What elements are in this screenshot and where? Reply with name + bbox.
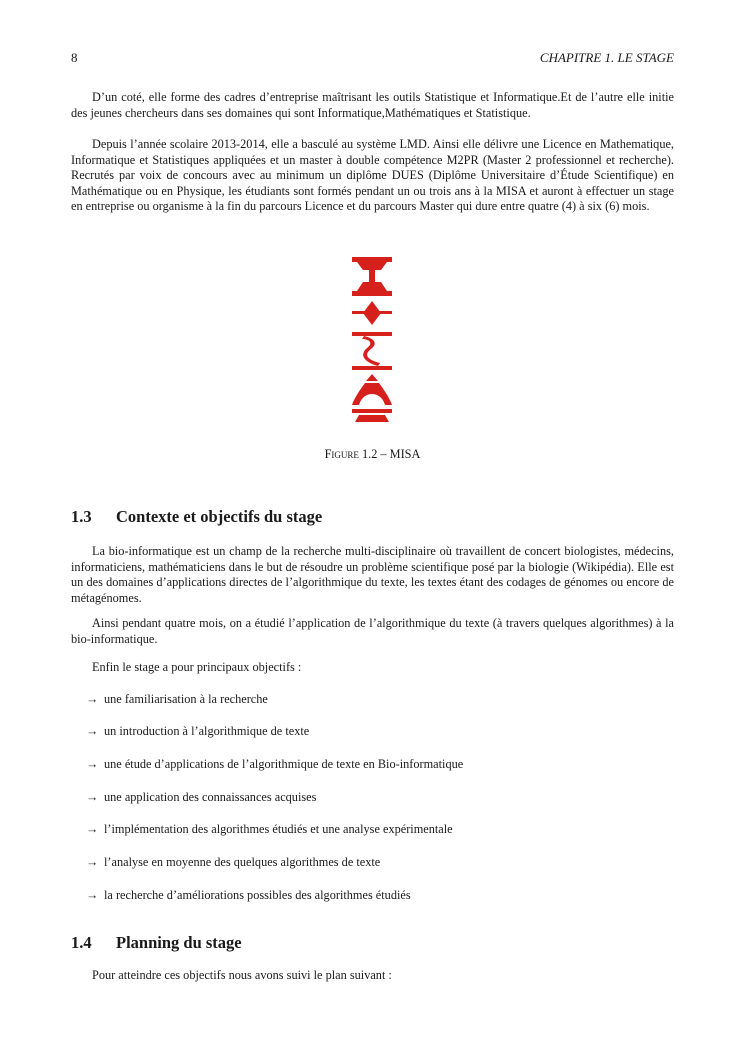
- objective-text: une application des connaissances acquises: [104, 790, 317, 804]
- objective-list-item: [86, 790, 316, 805]
- arrow-bullet-icon: →: [86, 790, 99, 804]
- objective-text: l’analyse en moyenne des quelques algorithmes de texte: [104, 855, 381, 869]
- caption-text: MISA: [389, 447, 421, 461]
- section-heading: [71, 933, 242, 953]
- arrow-bullet-icon: →: [86, 757, 99, 771]
- arrow-bullet-icon: →: [86, 855, 99, 869]
- misa-logo: [352, 257, 392, 422]
- objective-list-item: [86, 724, 309, 739]
- body-paragraph: Enfin le stage a pour principaux objectifs :: [92, 660, 302, 674]
- objective-text: la recherche d’améliorations possibles des algorithmes étudiés: [104, 888, 411, 902]
- section-title: Contexte et objectifs du stage: [116, 507, 323, 526]
- section-number: 1.3: [71, 507, 92, 526]
- figure-label: Figure 1.2: [324, 447, 378, 461]
- caption-separator: –: [377, 447, 390, 461]
- arrow-bullet-icon: →: [86, 724, 99, 738]
- objective-text: un introduction à l’algorithmique de texte: [104, 724, 310, 738]
- objective-text: une familiarisation à la recherche: [104, 692, 268, 706]
- objective-list-item: [86, 757, 463, 772]
- arrow-bullet-icon: →: [86, 692, 99, 706]
- objective-text: l’implémentation des algorithmes étudiés et une analyse expérimentale: [104, 822, 453, 836]
- body-paragraph: Ainsi pendant quatre mois, on a étudié l’application de l’algorithmique du texte (à travers quelques algorithmes) à la bio-informatique.: [71, 616, 674, 646]
- section-heading: [71, 507, 322, 527]
- body-paragraph: La bio-informatique est un champ de la recherche multi-disciplinaire où travaillent de concert biologistes, médecins, informaticiens, mathématiciens dans le but de résoudre un problème scientifique posé par la biologie (Wikipédia). Elle est un des domaines d’applications directes de l’algorithmique du texte, les textes étant des codages de génomes ou encore de métagénomes.: [71, 544, 674, 605]
- arrow-bullet-icon: →: [86, 888, 99, 902]
- objective-list-item: [86, 888, 411, 903]
- section-title: Planning du stage: [116, 933, 242, 952]
- section-number: 1.4: [71, 933, 92, 952]
- running-chapter-title: CHAPITRE 1. LE STAGE: [539, 50, 674, 65]
- objective-list-item: [86, 855, 380, 870]
- figure-caption: [0, 447, 745, 462]
- objective-text: une étude d’applications de l’algorithmique de texte en Bio-informatique: [104, 757, 464, 771]
- body-paragraph: Depuis l’année scolaire 2013-2014, elle a basculé au système LMD. Ainsi elle délivre une Licence en Mathematique, Informatique et Statistiques appliquées et un master à double compétence M2PR (Master 2 professionnel et recherche). Recrutés par voix de concours avec au minimum un diplôme DUES (Diplôme Universitaire d’Étude Scientifique) en Mathématique ou en Physique, les étudiants sont formés pendant un ou trois ans à la MISA et auront à effectuer un stage en entreprise ou organisme à la fin du parcours Licence et du parcours Master qui dure entre quatre (4) à six (6) mois.: [71, 137, 674, 213]
- objective-list-item: [86, 692, 268, 707]
- objective-list-item: [86, 822, 453, 837]
- arrow-bullet-icon: →: [86, 822, 99, 836]
- page-header: [71, 50, 674, 68]
- misa-logo-figure: [349, 257, 395, 423]
- page-number: 8: [71, 50, 78, 65]
- body-paragraph: D’un coté, elle forme des cadres d’entreprise maîtrisant les outils Statistique et Informatique.Et de l’autre elle initie des jeunes chercheurs dans ses domaines qui sont Informatique,Mathématiques et Statistique.: [71, 90, 674, 120]
- body-paragraph: Pour atteindre ces objectifs nous avons suivi le plan suivant :: [92, 968, 392, 982]
